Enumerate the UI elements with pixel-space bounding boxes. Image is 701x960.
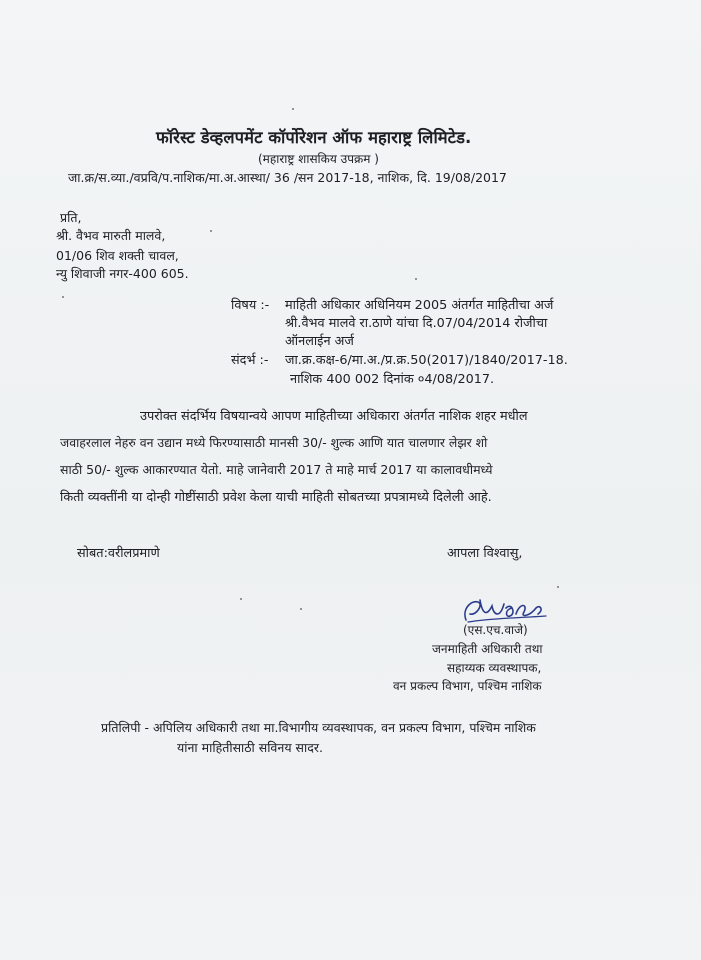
reference-line-1: जा.क्र.कक्ष-6/मा.अ./प्र.क्र.50(2017)/1840/2017-18. bbox=[285, 353, 568, 368]
scan-speck bbox=[300, 608, 302, 610]
scan-speck bbox=[415, 278, 417, 280]
scan-speck bbox=[210, 230, 212, 232]
subject-line-2: श्री.वैभव मालवे रा.ठाणे यांचा दि.07/04/2014 रोजीचा bbox=[285, 316, 548, 331]
body-line-3: साठी 50/- शुल्क आकारण्यात येतो. माहे जानेवारी 2017 ते माहे मार्च 2017 या कालावधीमध्ये bbox=[60, 462, 493, 477]
body-line-4: किती व्यक्तींनी या दोन्ही गोष्टींसाठी प्रवेश केला याची माहिती सोबतच्या प्रपत्रामध्ये दिलेली आहे. bbox=[60, 490, 492, 505]
recipient-address-line-1: 01/06 शिव शक्ती चावल, bbox=[56, 248, 179, 263]
scan-speck bbox=[557, 586, 559, 588]
reference-line-2: नाशिक 400 002 दिनांक ०4/08/2017. bbox=[290, 372, 495, 387]
signatory-initials: (एस.एच.वाजे) bbox=[463, 623, 528, 637]
copy-to-line-1: प्रतिलिपी - अपिलिय अधिकारी तथा मा.विभागीय व्यवस्थापक, वन प्रकल्प विभाग, पश्चिम नाशिक bbox=[101, 720, 536, 735]
letterhead-title: फॉरेस्ट डेव्हलपमेंट कॉर्पोरेशन ऑफ महाराष्ट्र लिमिटेड. bbox=[156, 128, 472, 147]
recipient-name: श्री. वैभव मारुती मालवे, bbox=[56, 228, 166, 243]
recipient-prefix: प्रति, bbox=[60, 210, 82, 225]
recipient-address-line-2: न्यु शिवाजी नगर-400 605. bbox=[56, 266, 189, 281]
subject-line-3: ऑनलाईन अर्ज bbox=[285, 334, 354, 349]
scan-speck bbox=[62, 296, 64, 298]
body-line-2: जवाहरलाल नेहरु वन उद्यान मध्ये फिरण्यासाठी मानसी 30/- शुल्क आणि यात चालणार लेझर शो bbox=[60, 435, 488, 450]
reference-line: जा.क्र/स.व्या./वप्रवि/प.नाशिक/मा.अ.आस्था/ 36 /सन 2017-18, नाशिक, दि. 19/08/2017 bbox=[68, 170, 507, 185]
scan-speck bbox=[292, 108, 294, 110]
letterhead-subtitle: (महाराष्ट्र शासकिय उपक्रम ) bbox=[258, 152, 379, 166]
enclosure: सोबत:वरीलप्रमाणे bbox=[77, 546, 160, 561]
subject-label: विषय :- bbox=[231, 298, 270, 313]
reference-label: संदर्भ :- bbox=[231, 353, 269, 368]
scan-speck bbox=[240, 598, 242, 600]
subject-line-1: माहिती अधिकार अधिनियम 2005 अंतर्गत माहितीचा अर्ज bbox=[285, 298, 554, 313]
closing: आपला विश्वासु, bbox=[447, 546, 523, 561]
signatory-designation-2: सहाय्यक व्यवस्थापक, bbox=[447, 661, 542, 675]
signatory-designation-1: जनमाहिती अधिकारी तथा bbox=[432, 642, 543, 656]
body-line-1: उपरोक्त संदर्भिय विषयान्वये आपण माहितीच्या अधिकारा अंतर्गत नाशिक शहर मधील bbox=[140, 409, 528, 424]
copy-to-line-2: यांना माहितीसाठी सविनय सादर. bbox=[177, 740, 323, 755]
signatory-designation-3: वन प्रकल्प विभाग, पश्चिम नाशिक bbox=[393, 679, 542, 693]
